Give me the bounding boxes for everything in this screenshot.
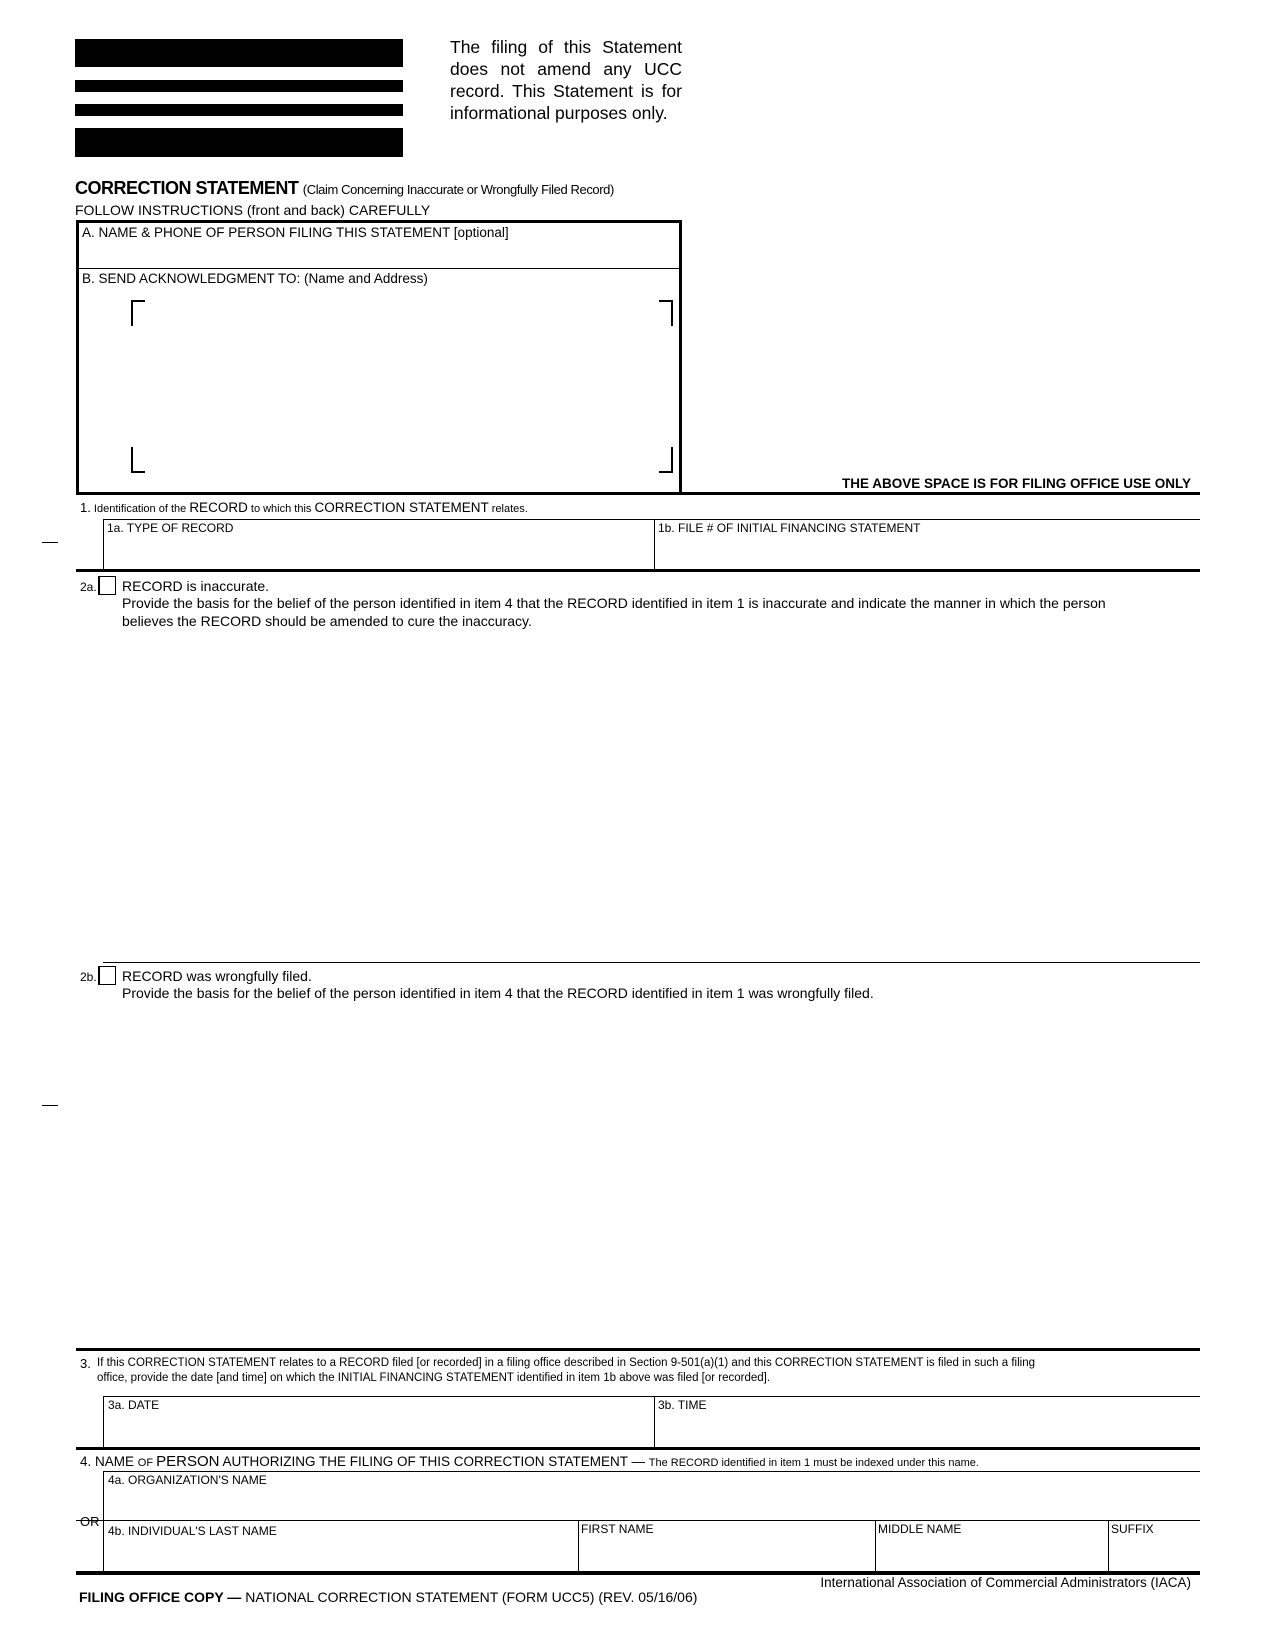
- suffix-input[interactable]: [1109, 1538, 1199, 1570]
- title-main: CORRECTION STATEMENT: [75, 178, 299, 198]
- file-number-label: 1b. FILE # OF INITIAL FINANCING STATEMENT: [658, 521, 921, 535]
- form-title: [75, 178, 614, 199]
- redacted-block: [75, 128, 403, 157]
- field-b-label: B. SEND ACKNOWLEDGMENT TO: (Name and Address): [82, 271, 428, 286]
- field-a-label: A. NAME & PHONE OF PERSON FILING THIS STATEMENT [optional]: [82, 225, 509, 240]
- office-use-label: THE ABOVE SPACE IS FOR FILING OFFICE USE ONLY: [841, 476, 1191, 491]
- item3-number: 3.: [80, 1356, 91, 1371]
- date-label: 3a. DATE: [108, 1398, 160, 1412]
- type-of-record-input[interactable]: [104, 535, 653, 568]
- corner-mark: [659, 447, 673, 473]
- form-footer: FILING OFFICE COPY — NATIONAL CORRECTION STATEMENT (FORM UCC5) (REV. 05/16/06): [79, 1589, 698, 1605]
- item2b-heading: RECORD was wrongfully filed.: [122, 968, 312, 984]
- item3-text-2: office, provide the date [and time] on which the INITIAL FINANCING STATEMENT identified in item 1b above was filed [or recorded].: [97, 1372, 771, 1384]
- redacted-block: [75, 80, 403, 92]
- item2a-number: 2a.: [80, 580, 97, 594]
- last-name-label: 4b. INDIVIDUAL'S LAST NAME: [108, 1524, 277, 1538]
- item2a-heading: RECORD is inaccurate.: [122, 578, 270, 594]
- item2a-instructions: Provide the basis for the belief of the person identified in item 4 that the RECORD identified in item 1 is inaccurate and indicate the manner in which the person: [122, 595, 1106, 611]
- inaccurate-checkbox[interactable]: [98, 576, 116, 595]
- date-input[interactable]: [104, 1412, 653, 1446]
- corner-mark: [131, 447, 145, 473]
- file-number-input[interactable]: [655, 535, 1199, 568]
- corner-mark: [131, 300, 145, 326]
- item2b-instructions: Provide the basis for the belief of the person identified in item 4 that the RECORD identified in item 1 was wrongfully filed.: [122, 985, 874, 1001]
- instructions: FOLLOW INSTRUCTIONS (front and back) CAREFULLY: [75, 202, 431, 218]
- wrongfully-filed-checkbox[interactable]: [98, 966, 116, 985]
- iaca-credit: International Association of Commercial Administrators (IACA): [820, 1575, 1191, 1590]
- title-sub: (Claim Concerning Inaccurate or Wrongfully Filed Record): [302, 182, 614, 197]
- type-of-record-label: 1a. TYPE OF RECORD: [107, 521, 234, 535]
- item2b-number: 2b.: [80, 970, 97, 984]
- field-a-input[interactable]: [79, 221, 679, 267]
- last-name-input[interactable]: [104, 1538, 577, 1570]
- time-label: 3b. TIME: [658, 1398, 707, 1412]
- item2a-input[interactable]: [103, 634, 1199, 960]
- item4-heading: 4. NAME OF PERSON AUTHORIZING THE FILING OF THIS CORRECTION STATEMENT — The RECORD identified in item 1 must be indexed under this name.: [80, 1453, 979, 1470]
- org-name-input[interactable]: [104, 1487, 1199, 1519]
- first-name-label: FIRST NAME: [581, 1522, 654, 1536]
- org-name-label: 4a. ORGANIZATION'S NAME: [108, 1473, 267, 1487]
- item2b-input[interactable]: [103, 1006, 1199, 1346]
- item1-heading: 1. Identification of the RECORD to which this CORRECTION STATEMENT relates.: [80, 500, 528, 515]
- suffix-label: SUFFIX: [1111, 1522, 1154, 1536]
- item3-text: If this CORRECTION STATEMENT relates to a RECORD filed [or recorded] in a filing office described in Section 9-501(a)(1) and this CORRECTION STATEMENT is filed in such a filing: [97, 1357, 1035, 1369]
- middle-name-input[interactable]: [876, 1538, 1107, 1570]
- redacted-block: [75, 104, 403, 116]
- first-name-input[interactable]: [579, 1538, 874, 1570]
- field-b-input[interactable]: [79, 290, 679, 490]
- or-label: OR: [80, 1514, 100, 1529]
- redacted-block: [75, 39, 403, 67]
- corner-mark: [659, 300, 673, 326]
- time-input[interactable]: [655, 1412, 1199, 1446]
- notice-text: The filing of this Statement does not amend any UCC record. This Statement is for informational purposes only.: [450, 37, 682, 123]
- middle-name-label: MIDDLE NAME: [878, 1522, 962, 1536]
- item2a-instructions-2: believes the RECORD should be amended to cure the inaccuracy.: [122, 613, 532, 629]
